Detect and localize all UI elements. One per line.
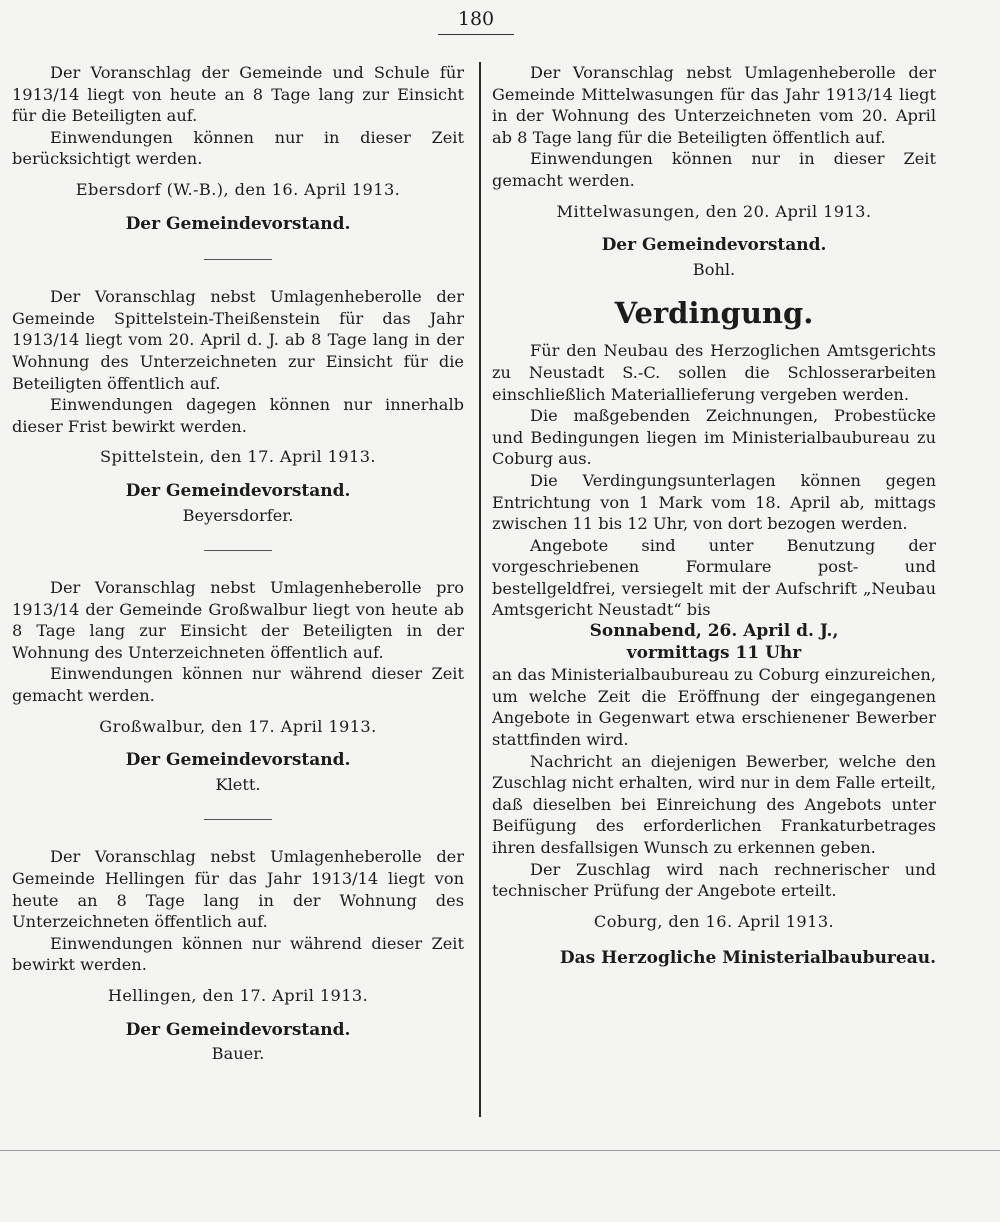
place-date: Spittelstein, den 17. April 1913. (100, 447, 376, 467)
notice-mittelwasungen (492, 62, 936, 280)
deadline-date: Sonnabend, 26. April d. J., (589, 621, 839, 642)
office-signature: Der Gemeindevorstand. (125, 750, 351, 771)
tender-paragraph: Die Verdingungsunterlagen können gegen Entrichtung von 1 Mark vom 18. April ab, mittags zwischen 11 bis 12 Uhr, von dort bezogen werden. (492, 470, 936, 534)
notice-hellingen (12, 846, 464, 1064)
tender-continuation: an das Ministerialbaubureau zu Coburg einzureichen, um welche Zeit die Eröffnung der eingegangenen Angebote in Gegenwart etwa erschienener Bewerber stattfinden wird. (492, 665, 936, 750)
notice-paragraph: Einwendungen können nur während dieser Zeit gemacht werden. (12, 664, 464, 706)
notice-paragraph: Einwendungen können nur in dieser Zeit gemacht werden. (492, 149, 936, 190)
notice-paragraph: Der Voranschlag nebst Umlagenheberolle der Gemeinde Spittelstein-Theißenstein für das Jahr 1913/14 liegt vom 20. April d. J. ab 8 Tage lang in der Wohnung des Unterzeichneten zur Einsicht für die Beteiligten öffentlich auf. (12, 287, 464, 393)
tender-heading: Verdingung. (614, 296, 814, 331)
signer-name: Bauer. (211, 1044, 265, 1064)
office-signature: Der Gemeindevorstand. (125, 1019, 351, 1040)
notice-separator (204, 819, 272, 820)
page-number: 180 (457, 8, 495, 30)
notice-grosswalbur (12, 577, 464, 795)
notice-spittelstein (12, 286, 464, 526)
notice-paragraph: Der Voranschlag nebst Umlagenheberolle der Gemeinde Hellingen für das Jahr 1913/14 liegt von heute an 8 Tage lang in der Wohnung des Unterzeichneten öffentlich auf. (12, 847, 464, 932)
office-signature: Der Gemeindevorstand. (125, 213, 351, 234)
tender-paragraph: Für den Neubau des Herzoglichen Amtsgerichts zu Neustadt S.-C. sollen die Schlosserarbeiten einschließlich Materiallieferung vergeben werden. (492, 341, 936, 404)
tender-notice (492, 296, 936, 970)
tender-paragraph: Nachricht an diejenigen Bewerber, welche den Zuschlag nicht erhalten, wird nur in dem Falle erteilt, daß dieselben bei Einreichung des Angebots unter Beifügung des erforderlichen Frankaturbetrages ihren desfallsigen Wunsch zu erkennen geben. (492, 751, 936, 857)
place-date: Coburg, den 16. April 1913. (593, 911, 835, 931)
signer-name: Beyersdorfer. (182, 505, 294, 525)
tender-paragraph: Angebote sind unter Benutzung der vorgeschriebenen Formulare post- und bestellgeldfrei, versiegelt mit der Aufschrift „Neubau Amtsgericht Neustadt“ bis (492, 535, 936, 620)
left-column (12, 62, 464, 1065)
notice-ebersdorf (12, 62, 464, 235)
office-signature: Der Gemeindevorstand. (601, 235, 827, 256)
notice-paragraph: Der Voranschlag der Gemeinde und Schule für 1913/14 liegt von heute an 8 Tage lang zur Einsicht für die Beteiligten auf. (12, 63, 464, 126)
tender-paragraph: Der Zuschlag wird nach rechnerischer und technischer Prüfung der Angebote erteilt. (492, 859, 936, 901)
bottom-rule (0, 1150, 1000, 1151)
notice-paragraph: Einwendungen können nur während dieser Zeit bewirkt werden. (12, 933, 464, 975)
notice-paragraph: Der Voranschlag nebst Umlagenheberolle pro 1913/14 der Gemeinde Großwalbur liegt von heute ab 8 Tage lang zur Einsicht der Beteiligten in der Wohnung des Unterzeichneten öffentlich auf. (12, 578, 464, 662)
right-column (492, 62, 936, 970)
place-date: Großwalbur, den 17. April 1913. (99, 716, 377, 736)
column-divider (479, 62, 481, 1117)
place-date: Ebersdorf (W.-B.), den 16. April 1913. (75, 179, 401, 199)
notice-paragraph: Einwendungen dagegen können nur innerhalb dieser Frist bewirkt werden. (12, 395, 464, 436)
notice-paragraph: Der Voranschlag nebst Umlagenheberolle der Gemeinde Mittelwasungen für das Jahr 1913/14 liegt in der Wohnung des Unterzeichneten vom 20. April ab 8 Tage lang für die Beteiligten öffentlich auf. (492, 63, 936, 147)
tender-paragraph: Die maßgebenden Zeichnungen, Probestücke und Bedingungen liegen im Ministerialbaubureau zu Coburg aus. (492, 406, 936, 469)
notice-separator (204, 259, 272, 260)
signer-name: Klett. (215, 774, 261, 794)
notice-separator (204, 550, 272, 551)
deadline-time: vormittags 11 Uhr (626, 642, 802, 663)
place-date: Hellingen, den 17. April 1913. (107, 986, 369, 1005)
signer-name: Bohl. (692, 259, 736, 279)
notice-paragraph: Einwendungen können nur in dieser Zeit berücksichtigt werden. (12, 127, 464, 169)
office-signature: Das Herzogliche Ministerialbaubureau. (559, 948, 936, 969)
place-date: Mittelwasungen, den 20. April 1913. (556, 201, 872, 221)
page-number-rule (438, 34, 514, 35)
office-signature: Der Gemeindevorstand. (125, 480, 351, 501)
